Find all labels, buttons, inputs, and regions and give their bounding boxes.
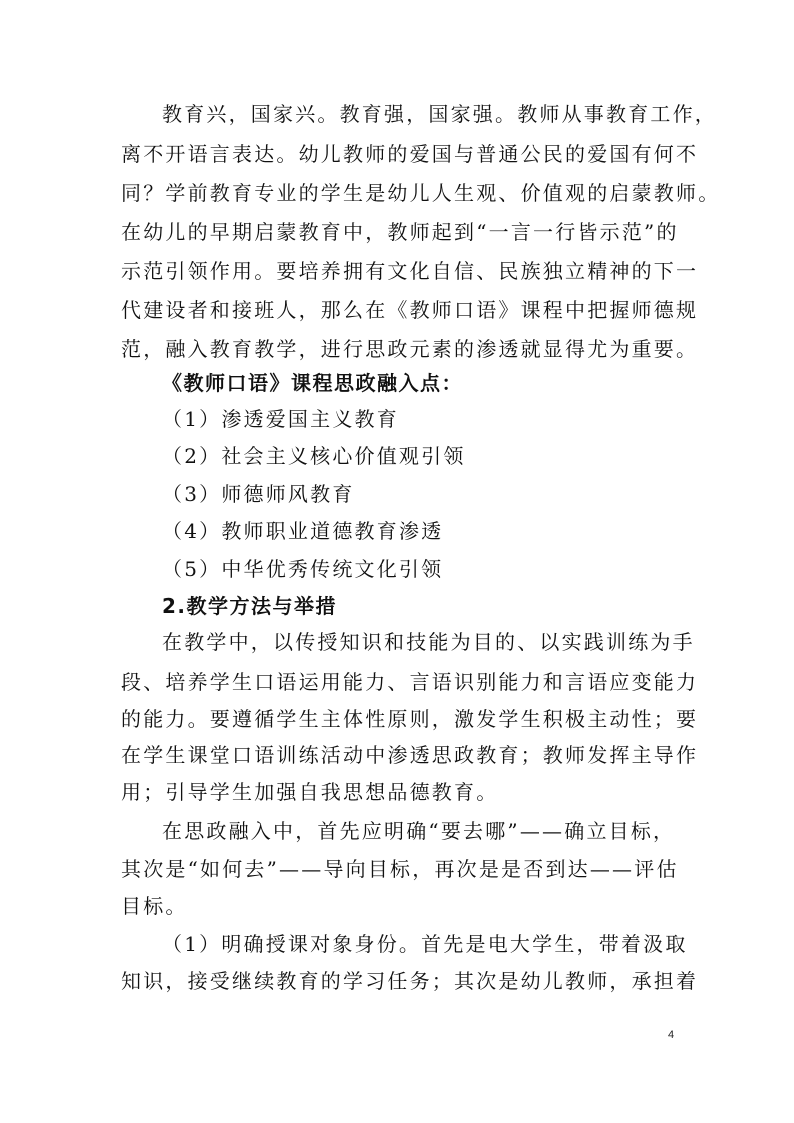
paragraph-line: 在思政融入中，首先应明确“要去哪”——确立目标， — [162, 819, 676, 843]
paragraph-line: 其次是“如何去”——导向目标，再次是是否到达——评估 — [121, 857, 679, 881]
paragraph-line: 知识，接受继续教育的学习任务；其次是幼儿教师，承担着 — [121, 969, 699, 993]
paragraph-line: 同？学前教育专业的学生是幼儿人生观、价值观的启蒙教师。 — [121, 181, 721, 205]
paragraph-line: 目标。 — [121, 894, 188, 918]
page-number: 4 — [668, 1029, 675, 1041]
section-heading: 2.教学方法与举措 — [162, 594, 338, 618]
list-item: （4）教师职业道德教育渗透 — [162, 519, 444, 543]
paragraph-line: 教育兴，国家兴。教育强，国家强。教师从事教育工作， — [162, 102, 717, 126]
section-heading: 《教师口语》课程思政融入点： — [162, 371, 463, 395]
paragraph-line: 离不开语言表达。幼儿教师的爱国与普通公民的爱国有何不 — [121, 142, 699, 166]
paragraph-line: 在教学中，以传授知识和技能为目的、以实践训练为手 — [162, 630, 695, 654]
paragraph-line: 代建设者和接班人，那么在《教师口语》课程中把握师德规 — [121, 298, 699, 322]
paragraph-line: （1）明确授课对象身份。首先是电大学生，带着汲取 — [162, 932, 688, 956]
paragraph-line: 在学生课堂口语训练活动中渗透思政教育；教师发挥主导作 — [121, 743, 699, 767]
list-item: （3）师德师风教育 — [162, 482, 355, 506]
paragraph-line: 示范引领作用。要培养拥有文化自信、民族独立精神的下一 — [121, 259, 699, 283]
list-item: （1）渗透爱国主义教育 — [162, 407, 399, 431]
paragraph-line: 段、培养学生口语运用能力、言语识别能力和言语应变能力 — [121, 670, 699, 694]
paragraph-line: 在幼儿的早期启蒙教育中，教师起到“一言一行皆示范”的 — [121, 220, 679, 244]
paragraph-line: 用；引导学生加强自我思想品德教育。 — [121, 780, 499, 804]
paragraph-line: 的能力。要遵循学生主体性原则，激发学生积极主动性；要 — [121, 707, 699, 731]
paragraph-line: 范，融入教育教学，进行思政元素的渗透就显得尤为重要。 — [121, 337, 699, 361]
list-item: （5）中华优秀传统文化引领 — [162, 557, 444, 581]
list-item: （2）社会主义核心价值观引领 — [162, 444, 466, 468]
